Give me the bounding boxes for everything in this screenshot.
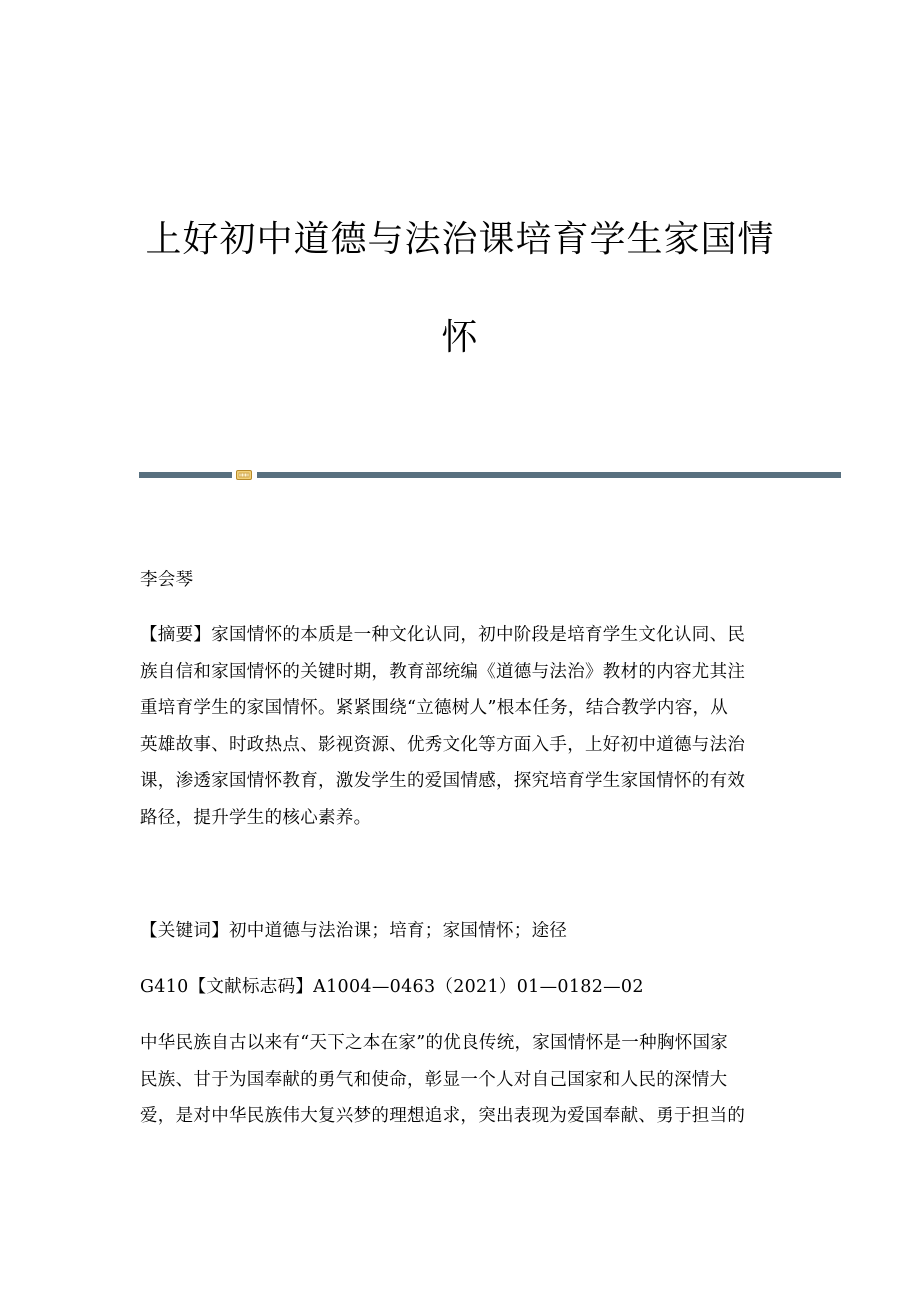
keywords [140,913,780,950]
keywords-text: 【关键词】初中道德与法治课；培育；家国情怀；途径 [140,921,568,941]
classification-code [140,969,780,1006]
body-line: 中华民族自古以来有“天下之本在家”的优良传统，家国情怀是一种胸怀国家 [140,1033,729,1053]
title-line-1: 上好初中道德与法治课培育学生家国情 [145,219,775,260]
author-name: 李会琴 [140,570,194,590]
abstract-line: 课，渗透家国情怀教育，激发学生的爱国情感，探究培育学生家国情怀的有效 [140,771,746,791]
abstract-line: 路径，提升学生的核心素养。 [140,807,372,828]
title-line-2: 怀 [441,317,479,358]
author [140,562,780,599]
abstract-line: 重培育学生的家国情怀。紧紧围绕“立德树人”根本任务，结合教学内容，从 [140,698,729,718]
body-line: 爱，是对中华民族伟大复兴梦的理想追求，突出表现为爱国奉献、勇于担当的 [140,1106,746,1126]
abstract-line: 族自信和家国情怀的关键时期，教育部统编《道德与法治》教材的内容尤其注 [140,661,746,682]
gold-ornament-icon [236,469,252,481]
body-line: 民族、甘于为国奉献的勇气和使命，彰显一个人对自己国家和人民的深情大 [140,1069,728,1090]
abstract-line: 【摘要】家国情怀的本质是一种文化认同，初中阶段是培育学生文化认同、民 [140,625,746,645]
classification-text: G410【文献标志码】A1004—0463（2021）01—0182—02 [140,977,644,997]
title-divider [139,469,841,481]
abstract-line: 英雄故事、时政热点、影视资源、优秀文化等方面入手，上好初中道德与法治 [140,734,746,755]
abstract [140,617,780,836]
divider-bar-left [139,472,232,478]
divider-bar-right [257,472,841,478]
body-paragraph [140,1025,780,1135]
